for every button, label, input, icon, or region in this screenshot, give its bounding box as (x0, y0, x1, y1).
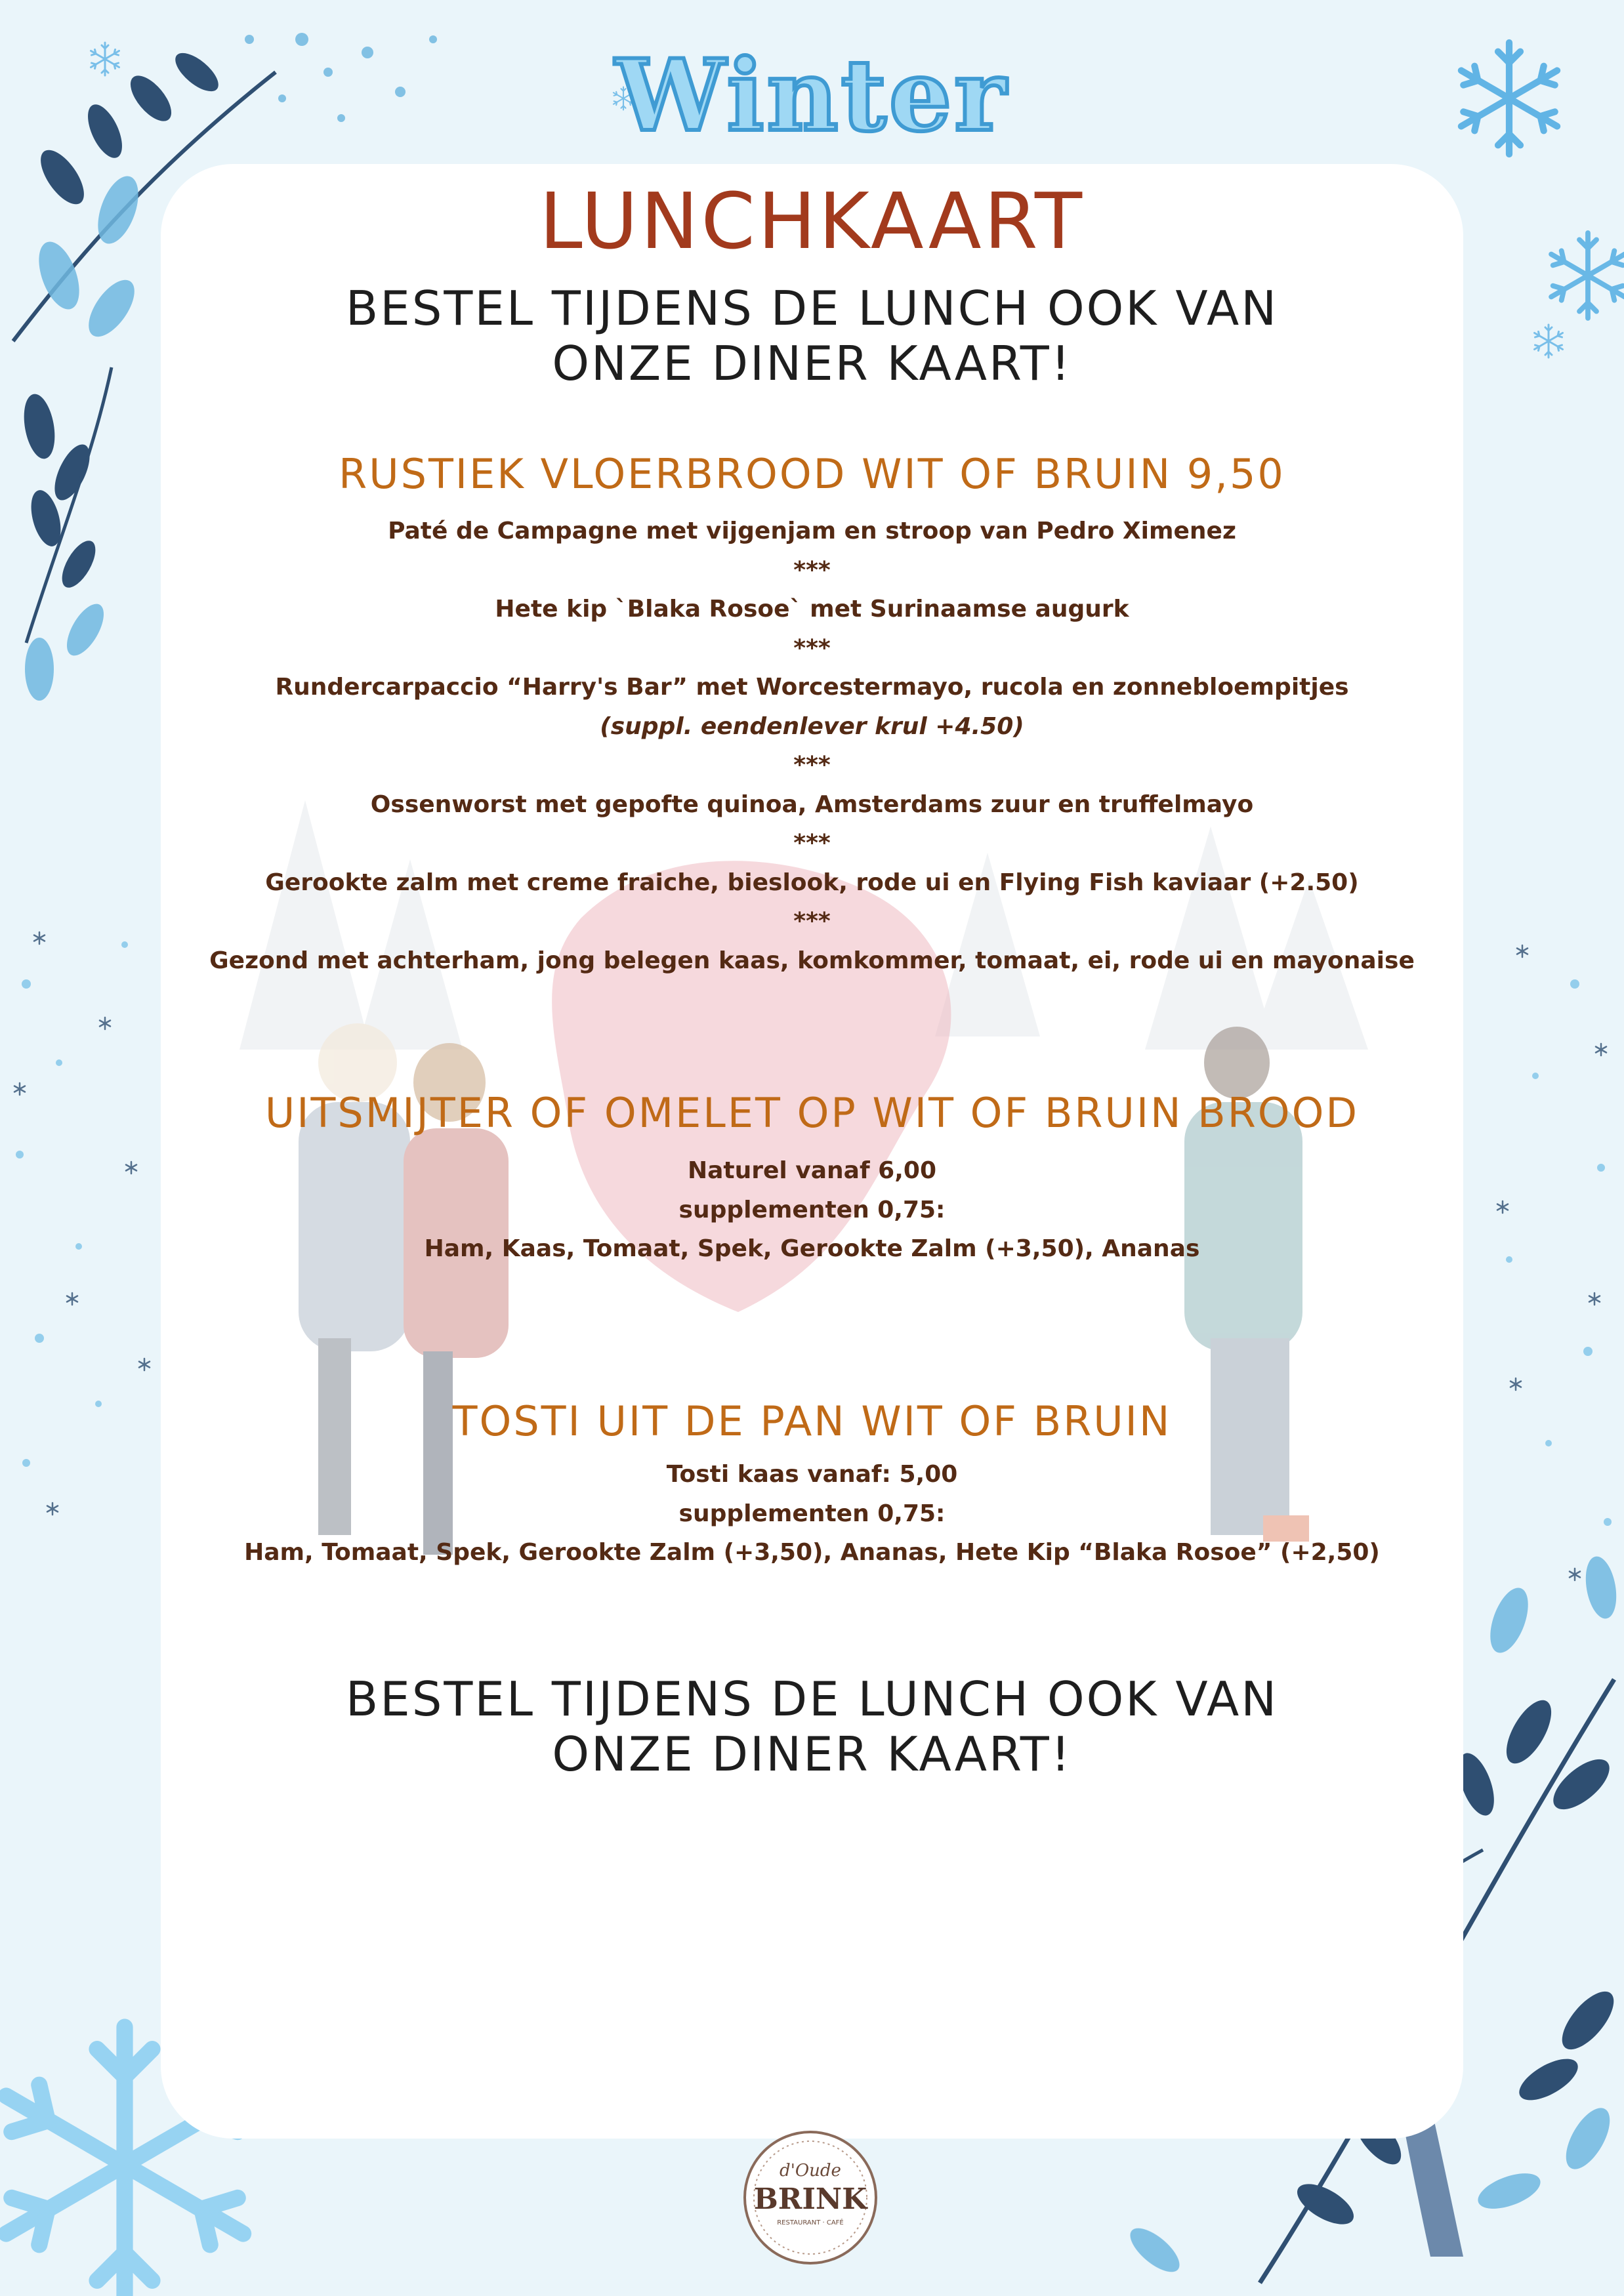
section-title-uitsmijter: UITSMIJTER OF OMELET OP WIT OF BRUIN BROOD (264, 1089, 1360, 1137)
tagline-top-line-2: ONZE DINER KAART! (552, 336, 1072, 391)
tagline-bottom-line-2: ONZE DINER KAART! (552, 1727, 1072, 1782)
section-lines-vloerbrood (161, 512, 1463, 980)
page-title: LUNCHKAART (539, 176, 1085, 266)
menu-line: Naturel vanaf 6,00 (687, 1157, 936, 1184)
menu-line: Ossenworst met gepofte quinoa, Amsterdams zuur en truffelmayo (370, 790, 1254, 818)
section-lines-uitsmijter (161, 1151, 1463, 1269)
menu-line: Ham, Tomaat, Spek, Gerookte Zalm (+3,50), Ananas, Hete Kip “Blaka Rosoe” (+2,50) (244, 1539, 1380, 1566)
menu-note: (suppl. eendenlever krul +4.50) (600, 712, 1024, 740)
logo-name: BRINK (753, 2183, 867, 2216)
menu-line: Tosti kaas vanaf: 5,00 (666, 1461, 958, 1488)
season-heading: Winter (615, 38, 1009, 154)
tagline-top (161, 281, 1463, 391)
tagline-bottom-line-1: BESTEL TIJDENS DE LUNCH OOK VAN (345, 1671, 1279, 1727)
menu-separator: *** (793, 556, 831, 584)
menu-separator: *** (793, 908, 831, 935)
menu-line: Ham, Kaas, Tomaat, Spek, Gerookte Zalm (+3,50), Ananas (424, 1235, 1200, 1262)
menu-separator: *** (793, 830, 831, 857)
tagline-top-line-1: BESTEL TIJDENS DE LUNCH OOK VAN (345, 281, 1279, 336)
section-title-vloerbrood: RUSTIEK VLOERBROOD WIT OF BRUIN 9,50 (339, 450, 1285, 498)
section-lines-tosti (161, 1455, 1463, 1572)
menu-line: Rundercarpaccio “Harry's Bar” met Worcestermayo, rucola en zonnebloempitjes (275, 674, 1349, 701)
menu-separator: *** (793, 634, 831, 662)
logo-sub: RESTAURANT · CAFÉ (777, 2219, 844, 2226)
menu-line: Gezond met achterham, jong belegen kaas, komkommer, tomaat, ei, rode ui en mayonaise (209, 947, 1415, 974)
logo-script: d'Oude (780, 2161, 841, 2181)
menu-line: Gerookte zalm met creme fraiche, bieslook, rode ui en Flying Fish kaviaar (+2.50) (265, 869, 1359, 896)
menu-line: Hete kip `Blaka Rosoe` met Surinaamse augurk (495, 596, 1129, 623)
menu-line: Paté de Campagne met vijgenjam en stroop van Pedro Ximenez (388, 518, 1236, 544)
menu-line: supplementen 0,75: (678, 1500, 946, 1527)
menu-separator: *** (793, 752, 831, 779)
section-title-tosti: TOSTI UIT DE PAN WIT OF BRUIN (452, 1397, 1172, 1445)
tagline-bottom (161, 1671, 1463, 1782)
restaurant-logo (741, 2129, 879, 2266)
menu-line: supplementen 0,75: (678, 1196, 946, 1223)
